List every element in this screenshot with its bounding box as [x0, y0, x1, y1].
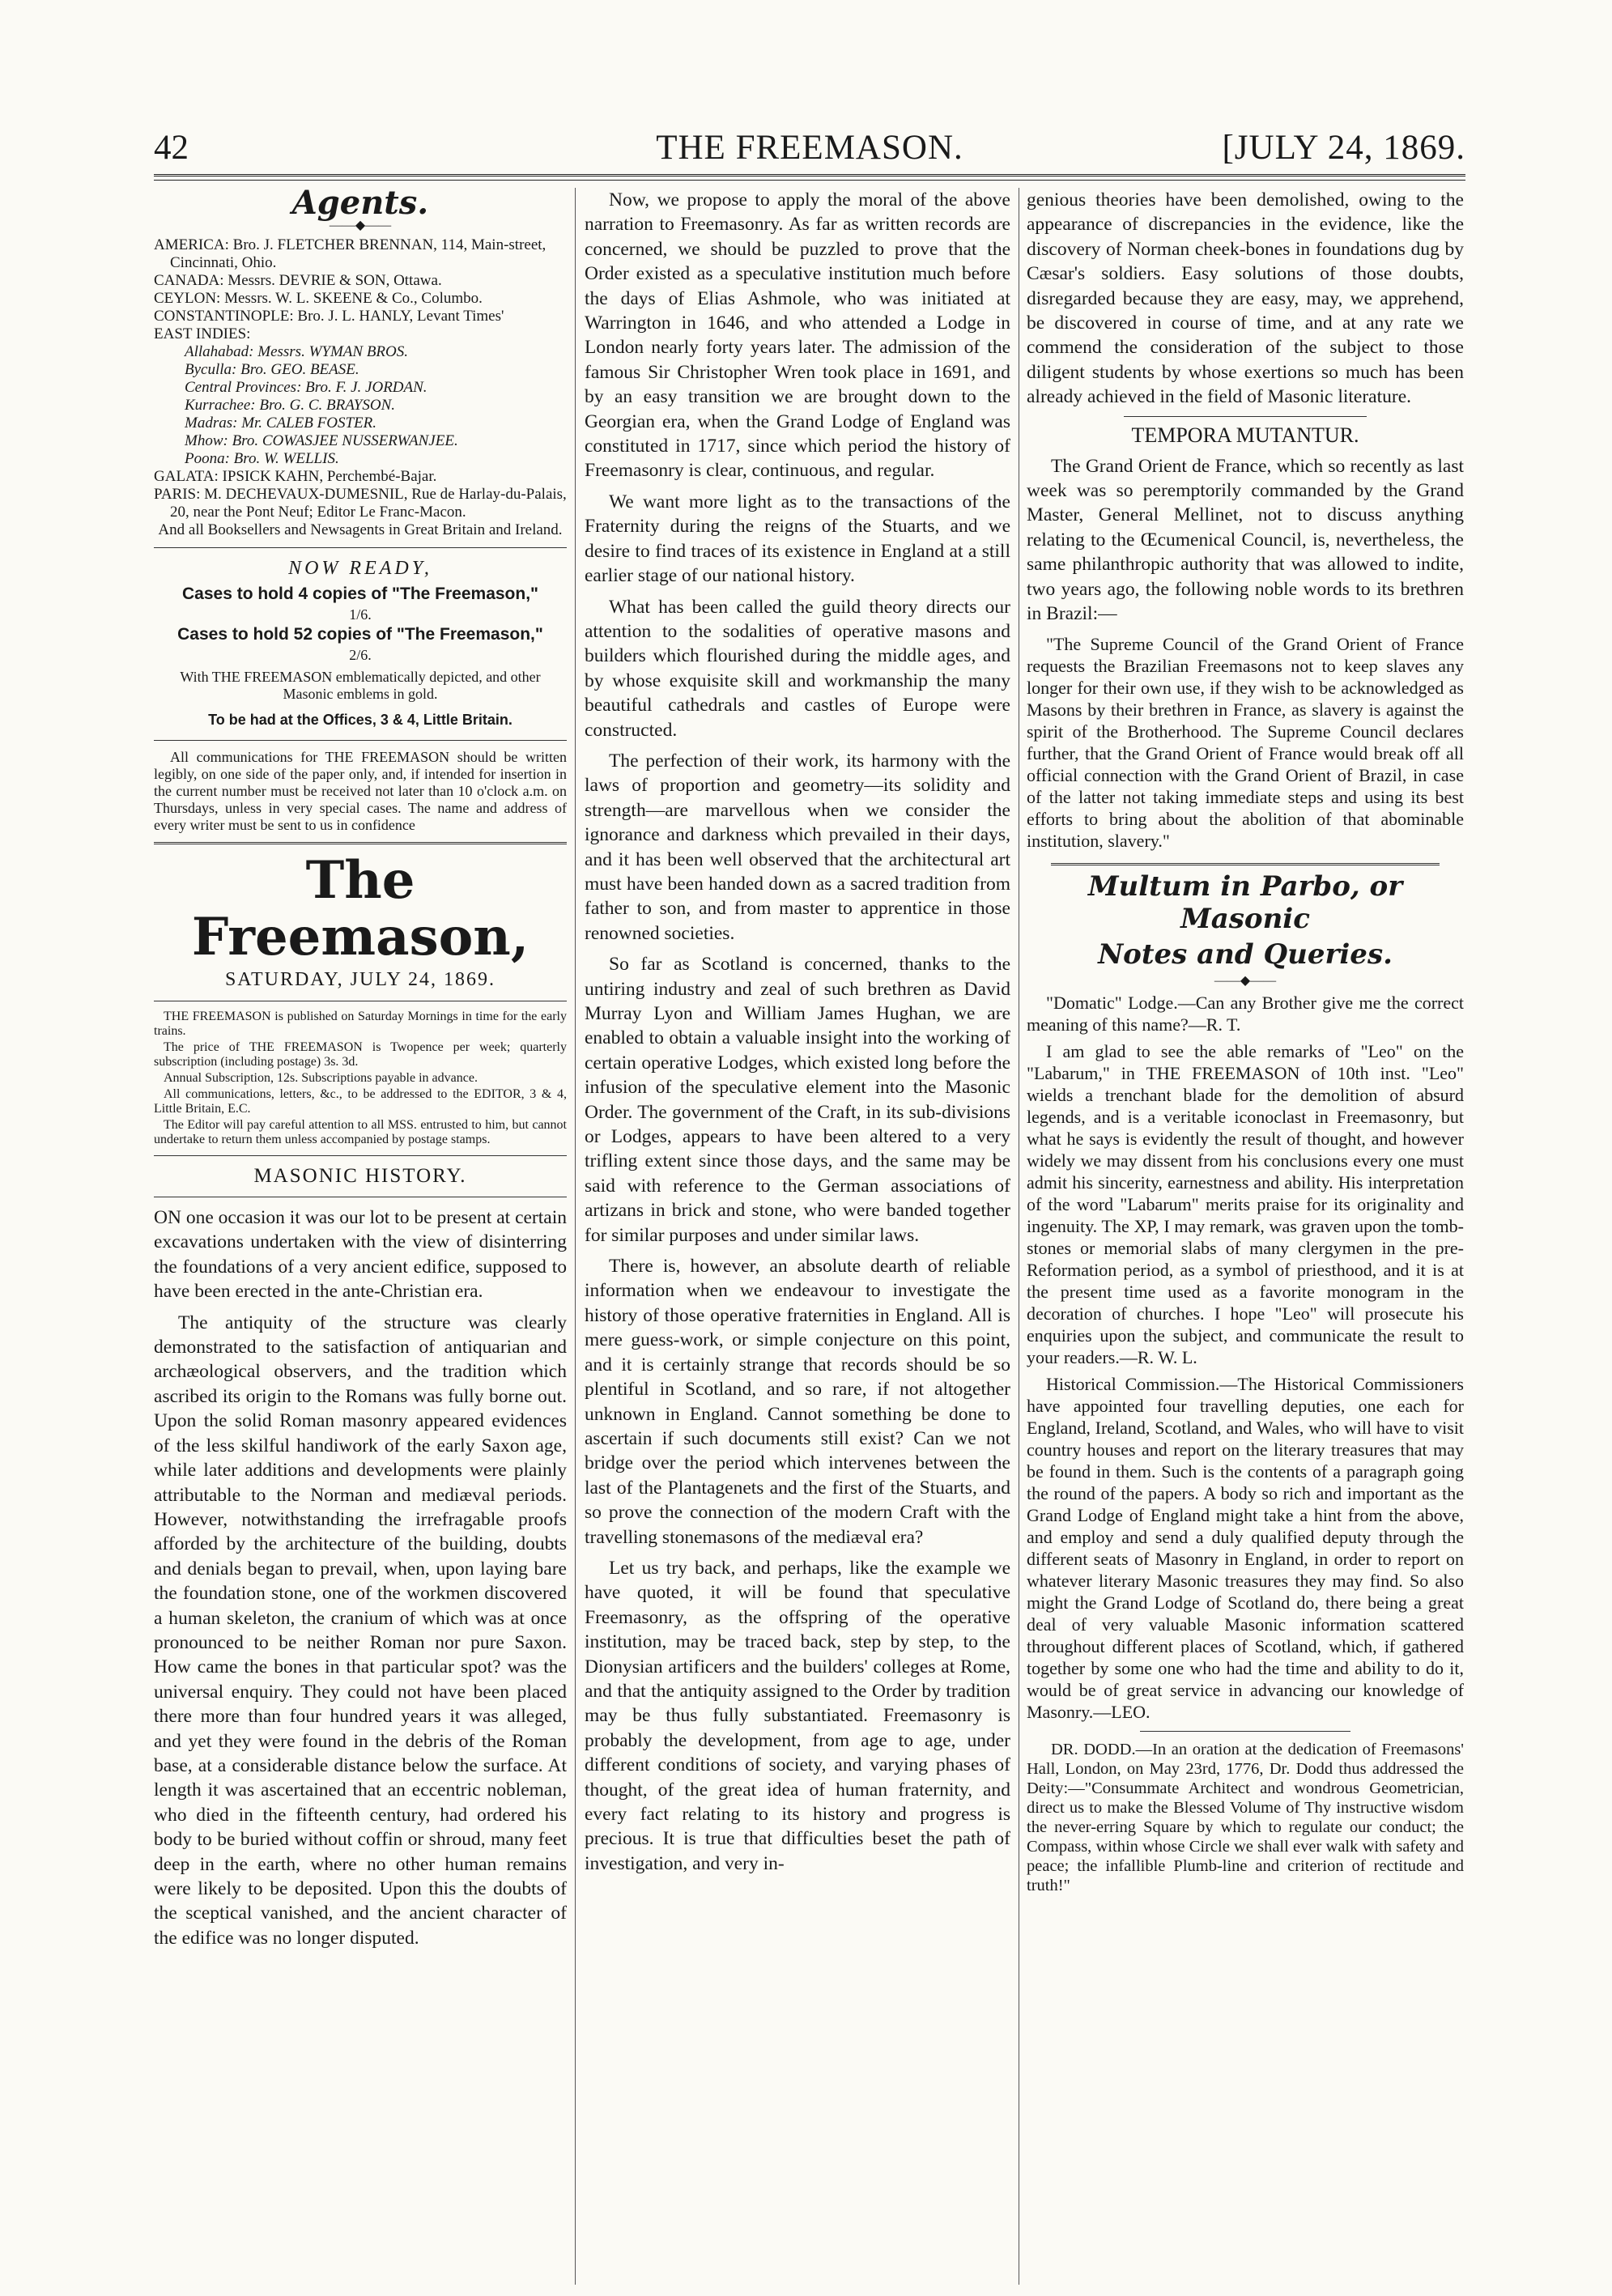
agent-line: EAST INDIES: — [154, 325, 251, 343]
section-rule — [1124, 416, 1367, 417]
ornament-divider: ——◆—— — [1214, 973, 1277, 988]
agent-line: CEYLON: Messrs. W. L. SKEENE & Co., Columbo. — [154, 290, 483, 308]
page-number: 42 — [154, 129, 189, 167]
article-paragraph: The antiquity of the structure was clearly demonstrated to the satisfaction of antiquarian and archæological observers, and the tradition which ascribed its origin to the Romans was fully borne out. Upon the solid Roman masonry appeared evidences of the less skilful handiwork of the early Saxon age, while later additions and developments were plainly attributable to the Norman and mediæval periods. However, notwithstanding the irrefragable proofs afforded by the architecture of the building, doubts and denials began to prevail, when, upon laying bare the foundation stone, one of the workmen discovered a human skeleton, the cranium of which was at once pronounced to be neither Roman nor pure Saxon. How came the bones in that particular spot? was the universal enquiry. They could not have been placed there more than four hundred years it was alleged, and yet they were found in the debris of the Roman base, at a considerable distance below the surface. At length it was ascertained that an eccentric nobleman, who died in the fifteenth century, had ordered his body to be buried without coffin or shroud, many feet deep in the earth, where no other human remains were likely to be deposited. Upon this the doubts of the sceptical vanished, and the ancient character of the edifice was no longer disputed. — [154, 1312, 567, 1949]
column-3 — [1027, 188, 1464, 1902]
agent-line: AMERICA: Bro. J. FLETCHER BRENNAN, 114, Main-street, Cincinnati, Ohio. — [154, 236, 547, 272]
communications-note — [154, 749, 567, 834]
article-paragraph: So far as Scotland is concerned, thanks to the untiring industry and zeal of such brethren as David Murray Lyon and William James Hughan, we are enabled to obtain a valuable insight into the working of certain operative Lodges, which existed long before the infusion of the speculative element into the Masonic Order. The government of the Craft, in its sub-divisions or Lodges, appears to have been altered to a very trifling extent since those days, and the same may be said with reference to the German associations of artizans in brick and stone, who were banded together for similar purposes and under similar laws. — [585, 954, 1010, 1246]
ornament-divider: ——◆—— — [329, 219, 392, 233]
agent-line: Poona: Bro. W. WELLIS. — [185, 450, 339, 468]
agent-line: GALATA: IPSICK KAHN, Perchembé-Bajar. — [154, 468, 437, 486]
article-paragraph: genious theories have been demolished, owing to the appearance of discrepancies in the evidence, like the discovery of Norman cheek-bones in foundations dug by Cæsar's soldiers. Easy solutions of those doubts, disregarded because they are easy, may, we apprehend, be discovered in course of time, and at any rate we commend the consideration of the subject to those diligent students by whose exertions so much has been already achieved in the field of Masonic literature. — [1027, 189, 1464, 408]
section-rule — [154, 740, 567, 741]
note-historical: Historical Commission.—The Historical Commissioners have appointed four travelling deputies, one each for England, Ireland, Scotland, and Wales, who will have to visit country houses and report on the literary treasures that may be found in them. Such is the contents of a paragraph going the round of the papers. A body so rich and important as the Grand Lodge of England might take a hint from the above, and employ and send a duly qualified deputy through the different seats of Masonry in England, in order to report on whatever literary Masonic treasures they may find. So also might the Grand Lodge of Scotland do, there being a great deal of very valuable Masonic information scattered throughout different places of Scotland, which, if gathered together by some one who had the time and ability to do it, would be of great service in advancing our knowledge of Masonry.—LEO. — [1027, 1373, 1464, 1722]
section-rule — [1051, 863, 1440, 865]
multum-heading-1: Multum in Parbo, or Masonic — [1087, 870, 1403, 935]
emblems-note: With THE FREEMASON emblematically depicted, and other Masonic emblems in gold. — [180, 668, 541, 702]
section-rule — [154, 547, 567, 548]
agent-line: Madras: Mr. CALEB FOSTER. — [185, 415, 376, 432]
agents-list — [154, 236, 567, 539]
agent-line: Kurrachee: Bro. G. C. BRAYSON. — [185, 397, 396, 415]
multum-heading-2: Notes and Queries. — [1098, 938, 1393, 971]
article-paragraph: The Grand Orient de France, which so recently as last week was so peremptorily commanded by the Grand Master, General Mellinet, not to discuss anything relating to the Œcumenical Council, is, nevertheless, the same philanthropic authority that was allowed to indite, two years ago, the following noble words to its brethren in Brazil:— — [1027, 455, 1464, 625]
article-paragraph: The perfection of their work, its harmony with the laws of proportion and geometry—its solidity and strength—are marvellous when we consider the ignorance and darkness which prevailed in their days, and it has been well observed that the architectural art must have been handed down as a sacred tradition from father to son, and from master to apprentice in those renowned societies. — [585, 750, 1010, 944]
terms-line: Annual Subscription, 12s. Subscriptions payable in advance. — [164, 1070, 478, 1085]
agent-line: CONSTANTINOPLE: Bro. J. L. HANLY, Levant Times' — [154, 308, 504, 325]
agent-line: And all Booksellers and Newsagents in Great Britain and Ireland. — [158, 521, 563, 539]
brazil-quote — [1027, 633, 1464, 852]
terms-line: All communications, letters, &c., to be addressed to the EDITOR, 3 & 4, Little Britain, E.C. — [154, 1086, 567, 1116]
agent-line: Mhow: Bro. COWASJEE NUSSERWANJEE. — [185, 432, 458, 450]
article-paragraph: There is, however, an absolute dearth of reliable information when we endeavour to investigate the history of those operative fraternities in England. All is mere guess-work, or simple conjecture on this point, and it is certainly strange that records should be so plentiful in Scotland, and so rare, if not altogether unknown in England. Cannot something be done to ascertain if such documents still exist? Can we not bridge over the period which intervenes between the last of the Plantagenets and the first of the Stuarts, and so prove the connection of the modern Craft with the travelling stonemasons of the mediæval era? — [585, 1256, 1010, 1548]
masonic-history-heading: MASONIC HISTORY. — [253, 1164, 467, 1187]
note-leo: I am glad to see the able remarks of "Leo" on the "Labarum," in THE FREEMASON of 10th inst. "Leo" wields a trenchant blade for the demolition of absurd legends, and is a veritable iconoclast in Freemasonry, but what he says is evidently the result of thought, and however widely we may dissent from his conclusions every one must admit his sincerity, earnestness and ability. His interpretation of the word "Labarum" merits praise for its originality and ingenuity. The XP, I may remark, was graven upon the tomb-stones or memorial slabs of many clergymen in the pre-Reformation period, as a symbol of priesthood, and it is at the present time used as a favorite monogram in the decoration of churches. I hope "Leo" will prosecute his enquiries upon the subject, and communicate the result to your readers.—R. W. L. — [1027, 1040, 1464, 1367]
article-paragraph: ON one occasion it was our lot to be present at certain excavations undertaken with the view of disinterring the foundations of a very ancient edifice, supposed to have been erected in the ante-Christian era. — [154, 1207, 567, 1303]
note-dodd: DR. DODD.—In an oration at the dedication of Freemasons' Hall, London, on May 23rd, 1776, Dr. Dodd thus addressed the Deity:—"Consummate Architect and wondrous Geometrician, direct us to make the Blessed Volume of Thy instructive wisdom the never-erring Square by which to regulate our conduct; the Compass, within whose Circle we shall ever walk with safety and peace; the infallible Plumb-line and criterion of rectitude and truth!" — [1027, 1740, 1464, 1894]
header-rule — [154, 174, 1465, 181]
section-rule — [1140, 1731, 1350, 1732]
communications-text: All communications for THE FREEMASON should be written legibly, on one side of the paper only, and, if intended for insertion in the current number must be received not later than 10 o'clock a.m. on Thursdays, unless in very special cases. The name and address of every writer must be sent to us in confidence — [154, 749, 567, 834]
offices-note: To be had at the Offices, 3 & 4, Little Britain. — [208, 711, 513, 728]
agent-line: Byculla: Bro. GEO. BEASE. — [185, 361, 359, 379]
agent-line: CANADA: Messrs. DEVRIE & SON, Ottawa. — [154, 272, 442, 290]
section-rule — [154, 842, 567, 844]
article-paragraph: We want more light as to the transactions of the Fraternity during the reigns of the Stuarts, and we desire to find traces of its existence in England at a still earlier stage of our national history. — [585, 491, 1010, 587]
note-dodd-block — [1027, 1740, 1464, 1895]
tempora-heading: TEMPORA MUTANTUR. — [1131, 423, 1359, 447]
cases-52-line: Cases to hold 52 copies of "The Freemason," — [177, 624, 543, 644]
agent-line: Allahabad: Messrs. WYMAN BROS. — [185, 343, 409, 361]
price-4: 1/6. — [349, 606, 372, 623]
note-domatic: "Domatic" Lodge.—Can any Brother give me the correct meaning of this name?—R. T. — [1027, 992, 1464, 1035]
cases-4-line: Cases to hold 4 copies of "The Freemason," — [181, 584, 538, 603]
article-paragraph: Let us try back, and perhaps, like the example we have quoted, it will be found that speculative Freemasonry, as the offspring of the operative institution, may be traced back, step by step, to the Dionysian artificers and the builders' colleges at Rome, and that the antiquity assigned to the Order by tradition may be thus fully substantiated. Freemasonry is probably the development, from age to age, under different conditions of society, and varying phases of thought, of the great idea of human fraternity, and every fact relating to its history and progress is precious. It is true that difficulties beset the path of investigation, and very in- — [585, 1557, 1010, 1874]
quote-text: "The Supreme Council of the Grand Orient of France requests the Brazilian Freemasons not to keep slaves any longer for their own use, if they wish to be acknowledged as Masons by their brethren in France, as slavery is against the spirit of the Brotherhood. The Supreme Council declares further, that the Grand Orient of France would break off all official connection with the Grand Orient of Brazil, in case of the latter not taking immediate steps and using its best efforts to bring about the abolition of that abominable institution, slavery." — [1027, 633, 1464, 851]
newspaper-title: THE FREEMASON. — [656, 129, 963, 167]
agent-line: Central Provinces: Bro. F. J. JORDAN. — [185, 379, 427, 397]
terms-line: The Editor will pay careful attention to all MSS. entrusted to him, but cannot undertake to return them unless accompanied by postage stamps. — [154, 1117, 567, 1146]
notes-block — [1027, 992, 1464, 1723]
terms-line: THE FREEMASON is published on Saturday Mornings in time for the early trains. — [154, 1009, 567, 1038]
now-ready-heading: NOW READY, — [288, 558, 432, 580]
page-header — [154, 128, 1465, 176]
agents-heading: Agents. — [291, 184, 429, 222]
column-divider — [575, 188, 576, 2285]
section-rule — [154, 1155, 567, 1156]
issue-date: [JULY 24, 1869. — [1222, 129, 1465, 167]
column-2 — [585, 188, 1010, 1882]
article-paragraph: What has been called the guild theory directs our attention to the sodalities of operative masons and builders which flourished during the middle ages, and by whose exquisite skill and workmanship the many beautiful cathedrals and castles of Europe were constructed. — [585, 596, 1010, 741]
agent-line: PARIS: M. DECHEVAUX-DUMESNIL, Rue de Harlay-du-Palais, 20, near the Pont Neuf; Editor Le Franc-Macon. — [154, 486, 567, 521]
masthead-title: The Freemason, — [191, 850, 530, 968]
column-1 — [154, 184, 567, 1957]
masthead-dateline: SATURDAY, JULY 24, 1869. — [224, 969, 496, 991]
price-52: 2/6. — [349, 646, 372, 663]
terms-block — [154, 1010, 567, 1147]
terms-line: The price of THE FREEMASON is Twopence per week; quarterly subscription (including postage) 3s. 3d. — [154, 1040, 567, 1069]
article-paragraph: Now, we propose to apply the moral of the above narration to Freemasonry. As far as written records are concerned, we should be puzzled to prove that the Order existed as a speculative institution much before the days of Elias Ashmole, who was initiated at Warrington in 1646, and who attended a Lodge in London nearly forty years later. The admission of the famous Sir Christopher Wren took place in 1691, and by an easy transition we are brought down to the Georgian era, when the Grand Lodge of England was constituted in 1717, since which period the history of Freemasonry is clear, continuous, and regular. — [585, 189, 1010, 482]
